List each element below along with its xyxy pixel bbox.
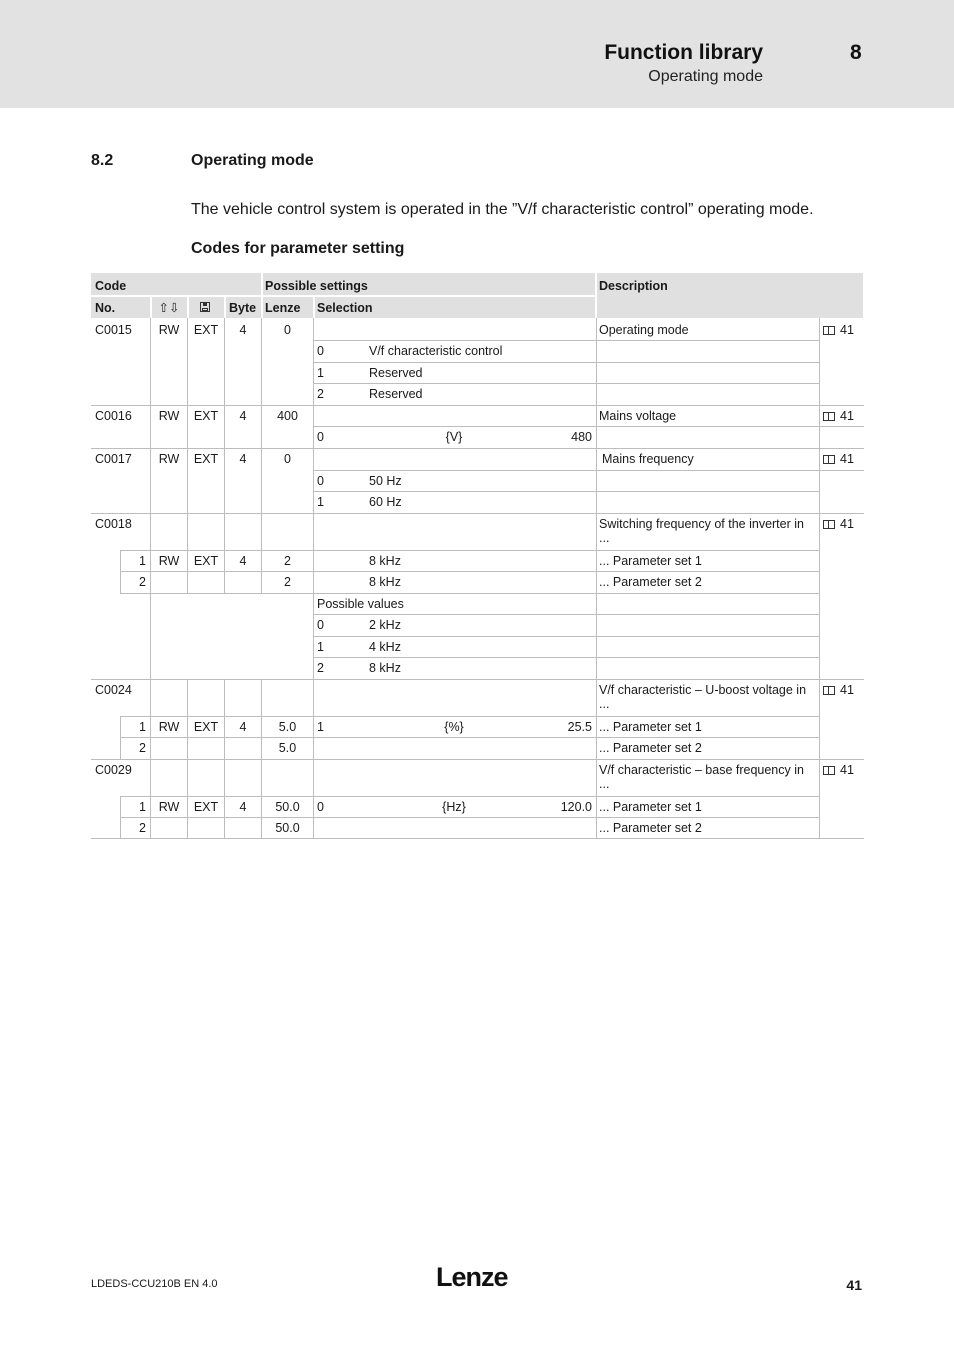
lenze-cell: 5.0 bbox=[278, 741, 297, 755]
range-min: 0 bbox=[317, 800, 324, 814]
document-id: LDEDS-CCU210B EN 4.0 bbox=[91, 1278, 218, 1290]
subcode-cell: 2 bbox=[139, 575, 146, 589]
access-cell: RW bbox=[158, 554, 180, 568]
option-text: 50 Hz bbox=[369, 474, 402, 488]
range-unit: {Hz} bbox=[442, 800, 466, 814]
option-value: 2 bbox=[317, 661, 324, 675]
lenze-cell: 0 bbox=[284, 323, 291, 337]
grid-line bbox=[313, 362, 819, 363]
grid-line bbox=[91, 405, 864, 406]
selection-cell: 8 kHz bbox=[369, 554, 401, 568]
grid-line bbox=[91, 448, 864, 449]
grid-line bbox=[313, 514, 314, 679]
book-icon bbox=[823, 326, 835, 335]
grid-line bbox=[819, 449, 820, 513]
book-icon bbox=[823, 520, 835, 529]
option-text: 60 Hz bbox=[369, 495, 402, 509]
book-icon bbox=[823, 686, 835, 695]
grid-line bbox=[313, 636, 819, 637]
lenze-cell: 2 bbox=[284, 554, 291, 568]
byte-cell: 4 bbox=[239, 800, 247, 814]
option-text: Reserved bbox=[369, 387, 423, 401]
book-icon bbox=[823, 766, 835, 775]
page-reference[interactable]: 41 bbox=[823, 409, 854, 423]
storage-cell: EXT bbox=[193, 409, 219, 423]
grid-line bbox=[313, 470, 864, 471]
page-number: 41 bbox=[846, 1277, 862, 1293]
storage-cell: EXT bbox=[193, 800, 219, 814]
grid-line bbox=[120, 571, 819, 572]
lenze-cell: 5.0 bbox=[278, 720, 297, 734]
read-write-arrows-icon: ⇧⇩ bbox=[158, 301, 180, 315]
option-value: 0 bbox=[317, 474, 324, 488]
option-value: 1 bbox=[317, 495, 324, 509]
page-reference[interactable]: 41 bbox=[823, 763, 854, 777]
grid-line bbox=[91, 759, 864, 760]
subcode-cell: 1 bbox=[139, 800, 146, 814]
description-cell: ... Parameter set 2 bbox=[599, 575, 702, 589]
description-cell: ... Parameter set 2 bbox=[599, 741, 702, 755]
header-divider bbox=[224, 297, 226, 318]
section-title: Operating mode bbox=[191, 152, 314, 169]
grid-line bbox=[224, 760, 225, 838]
range-unit: {%} bbox=[444, 720, 464, 734]
grid-line bbox=[150, 514, 151, 679]
byte-cell: 4 bbox=[239, 323, 247, 337]
option-value: 0 bbox=[317, 344, 324, 358]
storage-cell: EXT bbox=[193, 554, 219, 568]
option-value: 2 bbox=[317, 387, 324, 401]
grid-line bbox=[91, 513, 864, 514]
header-selection: Selection bbox=[317, 301, 373, 315]
option-text: V/f characteristic control bbox=[369, 344, 503, 358]
option-value: 1 bbox=[317, 640, 324, 654]
chapter-number: 8 bbox=[850, 41, 862, 64]
option-text: Reserved bbox=[369, 366, 423, 380]
code-cell: C0017 bbox=[95, 452, 132, 466]
page-reference[interactable]: 41 bbox=[823, 323, 854, 337]
grid-line bbox=[596, 514, 597, 679]
book-icon bbox=[823, 455, 835, 464]
grid-line bbox=[150, 760, 151, 838]
grid-line bbox=[187, 760, 188, 838]
header-lenze: Lenze bbox=[265, 301, 301, 315]
page-header bbox=[0, 0, 954, 108]
access-cell: RW bbox=[158, 323, 180, 337]
description-cell: V/f characteristic – U-boost voltage in ... bbox=[599, 683, 807, 711]
selection-cell: 8 kHz bbox=[369, 575, 401, 589]
lenze-cell: 0 bbox=[284, 452, 291, 466]
grid-line bbox=[819, 406, 820, 448]
grid-line bbox=[120, 550, 819, 551]
header-description: Description bbox=[599, 279, 668, 293]
access-cell: RW bbox=[158, 452, 180, 466]
lenze-logo: Lenze bbox=[436, 1262, 508, 1292]
byte-cell: 4 bbox=[239, 720, 247, 734]
grid-line bbox=[120, 796, 819, 797]
byte-cell: 4 bbox=[239, 554, 247, 568]
byte-cell: 4 bbox=[239, 452, 247, 466]
grid-line bbox=[120, 817, 819, 818]
option-value: 0 bbox=[317, 618, 324, 632]
grid-line bbox=[313, 406, 314, 448]
range-max: 120.0 bbox=[560, 800, 592, 814]
range-max: 480 bbox=[571, 430, 592, 444]
grid-line bbox=[120, 737, 819, 738]
byte-cell: 4 bbox=[239, 409, 247, 423]
access-cell: RW bbox=[158, 720, 180, 734]
grid-line bbox=[313, 383, 819, 384]
page-reference[interactable]: 41 bbox=[823, 683, 854, 697]
grid-line bbox=[819, 514, 820, 679]
page-reference[interactable]: 41 bbox=[823, 517, 854, 531]
grid-line bbox=[313, 426, 864, 427]
code-cell: C0029 bbox=[95, 763, 132, 777]
intro-paragraph: The vehicle control system is operated in the ”V/f characteristic control” operating mode. bbox=[191, 201, 814, 218]
option-value: 1 bbox=[317, 366, 324, 380]
subcode-cell: 1 bbox=[139, 554, 146, 568]
range-unit: {V} bbox=[445, 430, 463, 444]
grid-line bbox=[819, 680, 820, 759]
grid-line bbox=[819, 760, 820, 838]
description-cell: ... Parameter set 1 bbox=[599, 800, 702, 814]
description-cell: Switching frequency of the inverter in ... bbox=[599, 517, 804, 545]
subcode-cell: 2 bbox=[139, 741, 146, 755]
option-text: 2 kHz bbox=[369, 618, 401, 632]
header-no: No. bbox=[95, 301, 116, 315]
description-cell: V/f characteristic – base frequency in ... bbox=[599, 763, 804, 791]
grid-line bbox=[596, 680, 597, 759]
grid-line bbox=[313, 760, 314, 838]
description-cell: Mains voltage bbox=[599, 409, 677, 423]
description-cell: ... Parameter set 1 bbox=[599, 554, 702, 568]
header-byte: Byte bbox=[229, 301, 257, 315]
description-cell: ... Parameter set 1 bbox=[599, 720, 702, 734]
option-text: 4 kHz bbox=[369, 640, 401, 654]
header-divider bbox=[261, 273, 263, 295]
grid-line bbox=[313, 491, 819, 492]
code-cell: C0016 bbox=[95, 409, 132, 423]
access-cell: RW bbox=[158, 409, 180, 423]
description-cell: ... Parameter set 2 bbox=[599, 821, 702, 835]
header-possible-settings: Possible settings bbox=[265, 279, 368, 293]
page-reference[interactable]: 41 bbox=[823, 452, 854, 466]
lenze-cell: 50.0 bbox=[275, 800, 300, 814]
grid-line bbox=[596, 760, 597, 838]
option-text: 8 kHz bbox=[369, 661, 401, 675]
description-cell: Mains frequency bbox=[602, 452, 694, 466]
code-cell: C0018 bbox=[95, 517, 132, 531]
storage-cell: EXT bbox=[193, 720, 219, 734]
grid-line bbox=[120, 716, 819, 717]
grid-line bbox=[91, 679, 864, 680]
grid-line bbox=[313, 657, 819, 658]
range-min: 0 bbox=[317, 430, 324, 444]
lenze-cell: 2 bbox=[284, 575, 291, 589]
floppy-disk-icon bbox=[200, 302, 210, 312]
header-code: Code bbox=[95, 279, 127, 293]
storage-cell: EXT bbox=[193, 452, 219, 466]
range-min: 1 bbox=[317, 720, 324, 734]
header-row-divider bbox=[91, 295, 596, 297]
table-heading: Codes for parameter setting bbox=[191, 240, 405, 257]
grid-line bbox=[819, 318, 820, 405]
grid-line bbox=[313, 340, 819, 341]
range-max: 25.5 bbox=[567, 720, 592, 734]
code-cell: C0015 bbox=[95, 323, 132, 337]
storage-cell: EXT bbox=[193, 323, 219, 337]
book-icon bbox=[823, 412, 835, 421]
grid-line bbox=[91, 838, 864, 839]
lenze-cell: 400 bbox=[277, 409, 298, 423]
grid-line bbox=[120, 593, 819, 594]
grid-line bbox=[313, 680, 314, 759]
section-number: 8.2 bbox=[91, 152, 114, 169]
grid-line bbox=[596, 449, 597, 513]
header-divider bbox=[187, 297, 189, 318]
header-divider bbox=[261, 297, 263, 318]
grid-line bbox=[596, 406, 597, 448]
chapter-subtitle: Operating mode bbox=[648, 68, 763, 85]
grid-line bbox=[313, 614, 819, 615]
description-cell: Operating mode bbox=[599, 323, 689, 337]
possible-values-label: Possible values bbox=[317, 597, 404, 611]
chapter-title: Function library bbox=[604, 41, 763, 64]
header-divider bbox=[313, 297, 315, 318]
header-divider bbox=[595, 273, 597, 318]
subcode-cell: 1 bbox=[139, 720, 146, 734]
code-cell: C0024 bbox=[95, 683, 132, 697]
lenze-cell: 50.0 bbox=[275, 821, 300, 835]
grid-line bbox=[313, 449, 314, 513]
access-cell: RW bbox=[158, 800, 180, 814]
subcode-cell: 2 bbox=[139, 821, 146, 835]
